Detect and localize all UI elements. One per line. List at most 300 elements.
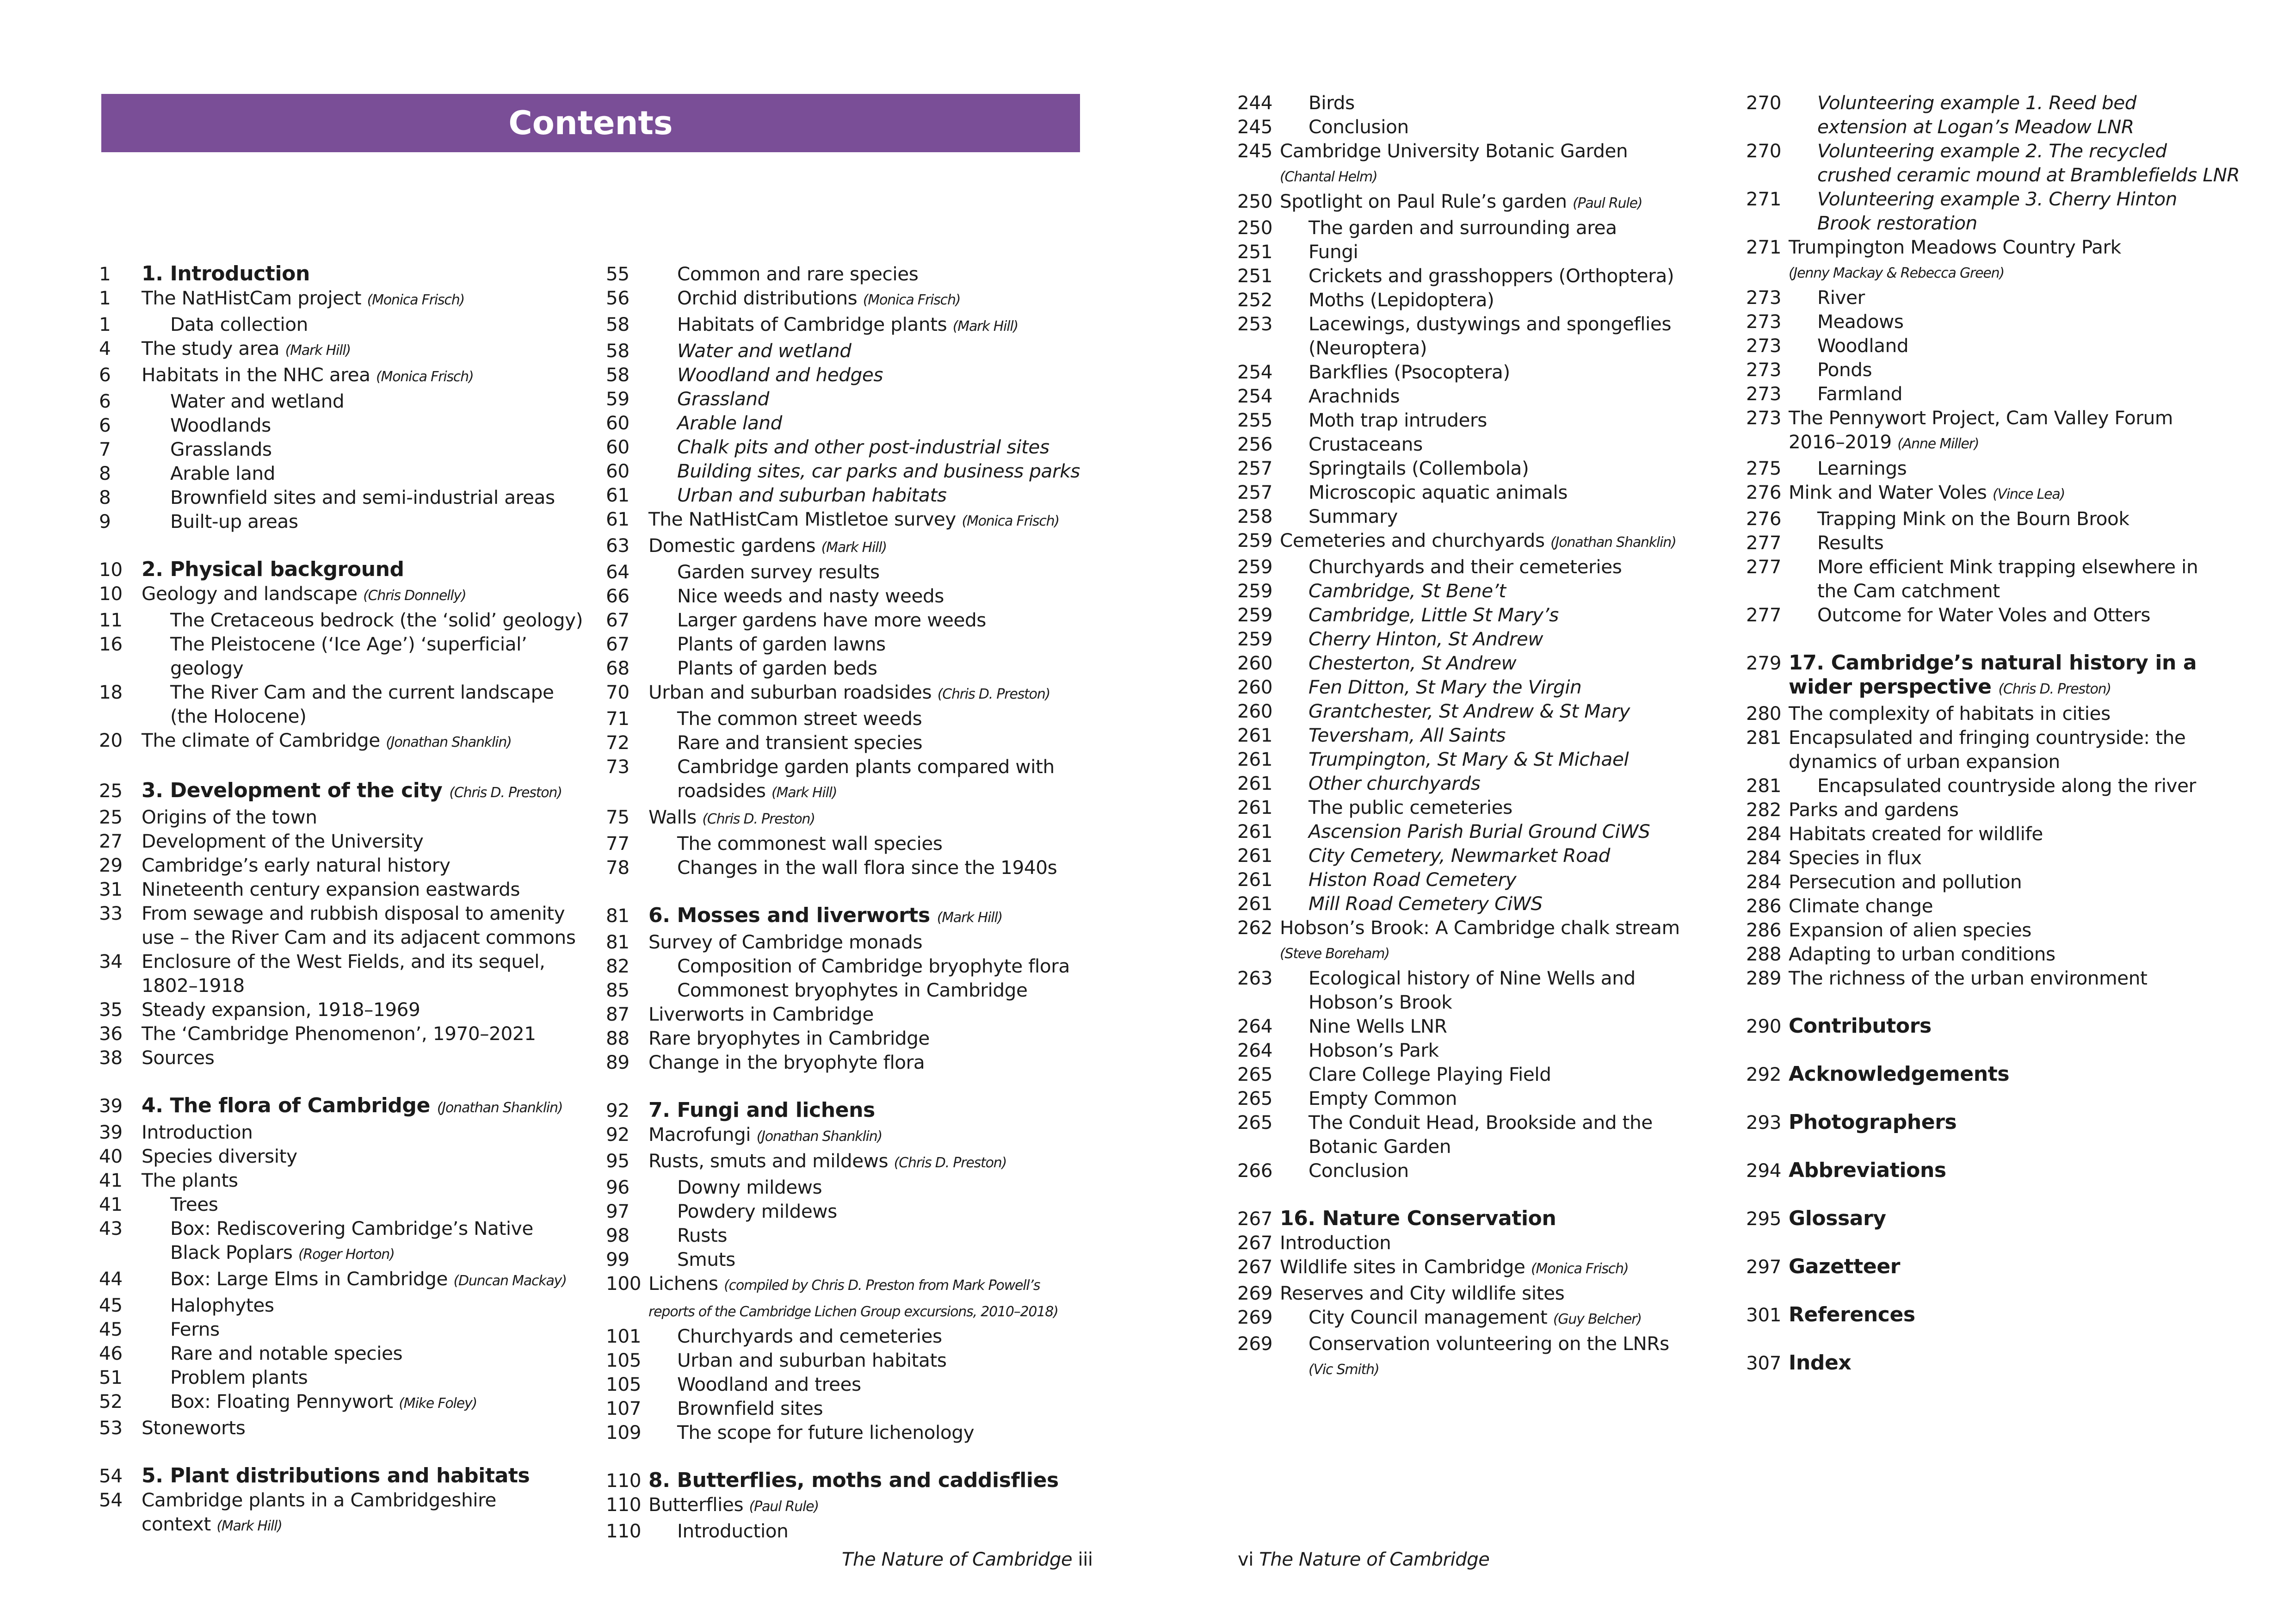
toc-entry-text: Urban and suburban roadsides	[648, 681, 932, 703]
toc-entry	[99, 805, 580, 829]
toc-spacer	[1746, 1327, 2255, 1351]
toc-page-number: 54	[99, 1489, 123, 1511]
toc-entry	[606, 1519, 1105, 1543]
toc-entry-text: Larger gardens have more weeds	[677, 609, 986, 631]
toc-entry-title	[1789, 918, 2255, 942]
toc-author: reports of the Cambridge Lichen Group excursions, 2010–2018)	[648, 1304, 1058, 1320]
toc-entry-title	[648, 1420, 1105, 1444]
toc-entry	[606, 1050, 1105, 1074]
toc-page-number: 64	[606, 561, 630, 583]
toc-entry	[1746, 259, 2255, 285]
toc-entry	[1237, 384, 1728, 408]
toc-author: (Mark Hill)	[937, 910, 1003, 926]
toc-page-number: 259	[1237, 628, 1273, 650]
toc-entry-text: Encapsulated and fringing countryside: the	[1789, 726, 2186, 749]
toc-entry-title	[142, 925, 580, 949]
toc-entry-title	[1789, 603, 2255, 627]
toc-entry	[1237, 916, 1728, 940]
toc-spacer	[1746, 627, 2255, 651]
footer-book-title: The Nature of Cambridge	[1259, 1549, 1490, 1570]
toc-entry-title	[142, 1512, 580, 1538]
toc-entry-text: Conservation volunteering on the LNRs	[1308, 1332, 1669, 1355]
toc-entry	[1746, 507, 2255, 531]
toc-page-number: 95	[606, 1150, 630, 1172]
toc-page-number: 277	[1746, 604, 1782, 626]
toc-entry-title	[1789, 187, 2255, 211]
toc-entry	[1237, 627, 1728, 651]
toc-page-number: 307	[1746, 1352, 1782, 1374]
toc-chapter-heading	[1746, 1158, 2255, 1183]
toc-entry-text: Steady expansion, 1918–1969	[142, 998, 420, 1021]
toc-page-number: 85	[606, 979, 630, 1001]
toc-entry	[99, 389, 580, 413]
toc-entry-title	[648, 507, 1105, 533]
toc-entry-title	[1789, 211, 2255, 235]
toc-entry-text: The garden and surrounding area	[1308, 217, 1617, 239]
toc-page-number: 77	[606, 832, 630, 855]
toc-page-number: 267	[1237, 1208, 1273, 1230]
toc-page-number: 254	[1237, 361, 1273, 383]
toc-entry	[1237, 240, 1728, 264]
toc-entry	[1237, 432, 1728, 456]
toc-entry-text: Hobson’s Brook	[1308, 991, 1452, 1013]
toc-page-number: 99	[606, 1248, 630, 1270]
toc-page-number: 259	[1237, 580, 1273, 602]
toc-entry	[606, 1122, 1105, 1149]
toc-entry	[99, 1022, 580, 1046]
toc-entry-text: Habitats created for wildlife	[1789, 823, 2043, 845]
toc-page-number: 6	[99, 390, 111, 412]
toc-entry-title	[648, 1175, 1105, 1199]
toc-page-number: 34	[99, 950, 123, 973]
toc-entry-title	[1789, 115, 2255, 139]
toc-entry-title	[1280, 240, 1728, 264]
toc-page-number: 252	[1237, 289, 1273, 311]
toc-author: (Chris Donnelly)	[363, 588, 466, 604]
toc-entry	[1746, 235, 2255, 259]
toc-entry-text: Mill Road Cemetery CiWS	[1308, 892, 1543, 915]
toc-entry-text: Histon Road Cemetery	[1308, 868, 1517, 891]
toc-page-number: 92	[606, 1123, 630, 1146]
toc-entry-title	[648, 1002, 1105, 1026]
toc-chapter-heading	[1746, 1303, 2255, 1327]
toc-author: (Chris D. Preston)	[937, 686, 1050, 702]
toc-entry-title	[142, 1120, 580, 1144]
toc-entry	[606, 1348, 1105, 1372]
toc-spacer	[99, 1070, 580, 1094]
toc-entry-text: 7. Fungi and lichens	[648, 1098, 875, 1122]
toc-entry-text: The complexity of habitats in cities	[1789, 702, 2111, 725]
toc-entry	[1237, 163, 1728, 189]
toc-entry-text: Fungi	[1308, 241, 1358, 263]
toc-entry-title	[648, 755, 1105, 779]
toc-entry-text: The ‘Cambridge Phenomenon’, 1970–2021	[142, 1022, 536, 1045]
toc-entry-title	[142, 1365, 580, 1389]
toc-entry	[606, 1493, 1105, 1519]
toc-entry-title	[1789, 310, 2255, 334]
toc-entry-text: Arable land	[677, 412, 782, 434]
toc-entry-text: 6. Mosses and liverworts	[648, 904, 930, 927]
toc-entry-title	[142, 1094, 580, 1120]
toc-entry-title	[1280, 579, 1728, 603]
toc-entry-text: Box: Large Elms in Cambridge	[170, 1268, 448, 1290]
toc-entry	[1237, 843, 1728, 867]
toc-entry-text: Cambridge University Botanic Garden	[1280, 140, 1628, 162]
toc-entry-text: Orchid distributions	[677, 287, 858, 309]
toc-spacer	[1746, 1086, 2255, 1110]
toc-page-number: 273	[1746, 286, 1782, 309]
toc-entry-title	[1280, 1255, 1728, 1281]
toc-entry-text: Results	[1817, 532, 1884, 554]
toc-entry-text: Cemeteries and churchyards	[1280, 529, 1545, 551]
toc-page-number: 269	[1237, 1282, 1273, 1304]
toc-entry	[99, 1267, 580, 1293]
toc-entry-title	[1789, 285, 2255, 310]
toc-spacer	[1746, 1134, 2255, 1158]
toc-entry-text: Volunteering example 2. The recycled	[1817, 140, 2167, 162]
toc-entry	[1746, 334, 2255, 358]
toc-entry	[1746, 750, 2255, 774]
toc-entry-title	[142, 1022, 580, 1046]
toc-entry-title	[142, 286, 580, 312]
toc-entry-text: context	[142, 1513, 211, 1535]
toc-page-number: 257	[1237, 457, 1273, 479]
toc-entry	[99, 1216, 580, 1240]
toc-entry	[606, 779, 1105, 805]
toc-spacer	[1237, 1183, 1728, 1207]
toc-entry	[606, 483, 1105, 507]
toc-page-number: 256	[1237, 433, 1273, 455]
toc-page-number: 73	[606, 756, 630, 778]
toc-entry	[1746, 774, 2255, 798]
toc-entry-title	[648, 779, 1105, 805]
toc-chapter-heading	[1237, 1207, 1728, 1231]
toc-author: (Jenny Mackay & Rebecca Green)	[1789, 265, 2004, 281]
toc-entry-text: Contributors	[1789, 1014, 1932, 1038]
toc-entry-title	[1789, 139, 2255, 163]
toc-page-number: 67	[606, 609, 630, 631]
toc-entry-text: Rare bryophytes in Cambridge	[648, 1027, 930, 1049]
toc-chapter-heading	[1746, 1110, 2255, 1134]
toc-page-number: 10	[99, 558, 123, 581]
toc-page-number: 261	[1237, 772, 1273, 794]
toc-page-number: 251	[1237, 241, 1273, 263]
toc-entry	[1237, 747, 1728, 771]
toc-entry-title	[1789, 507, 2255, 531]
toc-entry	[606, 584, 1105, 608]
toc-entry-text: Butterflies	[648, 1493, 744, 1516]
toc-entry-text: Glossary	[1789, 1207, 1886, 1230]
toc-entry-text: Arable land	[170, 462, 275, 484]
toc-page-number: 279	[1746, 652, 1782, 674]
toc-entry	[1746, 555, 2255, 579]
toc-entry-title	[1280, 189, 1728, 216]
toc-entry-title	[1789, 846, 2255, 870]
toc-entry-text: The richness of the urban environment	[1789, 967, 2148, 989]
toc-page-number: 263	[1237, 967, 1273, 989]
toc-entry-title	[142, 608, 583, 632]
toc-entry-title	[648, 1324, 1105, 1348]
toc-entry-title	[648, 387, 1105, 411]
toc-entry-title	[1789, 480, 2255, 507]
toc-entry	[1237, 1062, 1728, 1086]
toc-entry	[99, 680, 580, 704]
toc-entry	[99, 632, 580, 656]
toc-entry	[1746, 531, 2255, 555]
toc-entry-title	[648, 1122, 1105, 1149]
toc-entry	[1237, 1086, 1728, 1110]
toc-entry-text: Problem plants	[170, 1366, 308, 1388]
toc-entry-title	[1280, 966, 1728, 990]
toc-entry-text: Cambridge, St Bene’t	[1308, 580, 1506, 602]
toc-page-number: 277	[1746, 556, 1782, 578]
toc-entry	[606, 1223, 1105, 1247]
toc-entry	[99, 1144, 580, 1168]
toc-entry	[606, 1396, 1105, 1420]
toc-author: (Guy Belcher)	[1553, 1311, 1642, 1327]
toc-entry-title	[1280, 1134, 1728, 1158]
toc-page-number: 270	[1746, 92, 1782, 114]
toc-entry-text: Brook restoration	[1817, 212, 1977, 234]
toc-page-number: 286	[1746, 919, 1782, 941]
toc-entry-title	[1789, 456, 2255, 480]
toc-chapter-heading	[99, 558, 580, 582]
toc-entry	[99, 437, 580, 461]
toc-entry	[606, 1002, 1105, 1026]
toc-entry-title	[1280, 1086, 1728, 1110]
toc-entry-text: the Cam catchment	[1817, 580, 2000, 602]
toc-entry	[1746, 358, 2255, 382]
toc-entry-text: Trees	[170, 1193, 218, 1215]
toc-entry	[1237, 360, 1728, 384]
toc-author: (Monica Frisch)	[962, 513, 1059, 529]
toc-entry-title	[142, 1464, 580, 1488]
toc-entry-text: Rare and transient species	[677, 731, 923, 754]
toc-entry-text: Enclosure of the West Fields, and its sequel,	[142, 950, 545, 973]
toc-entry-title	[1280, 940, 1728, 966]
toc-page-number: 292	[1746, 1063, 1782, 1085]
toc-entry-title	[1280, 1281, 1728, 1305]
toc-entry	[606, 608, 1105, 632]
toc-entry-title	[1280, 795, 1728, 819]
toc-entry-title	[142, 728, 580, 755]
toc-entry-text: Nice weeds and nasty weeds	[677, 585, 944, 607]
toc-entry-title	[1280, 91, 1728, 115]
toc-entry-title	[1280, 1110, 1728, 1134]
toc-entry-title	[1789, 966, 2255, 990]
toc-page-number: 261	[1237, 724, 1273, 746]
toc-entry-title	[142, 1144, 580, 1168]
toc-entry-title	[142, 1341, 580, 1365]
toc-entry-title	[142, 973, 580, 997]
toc-page-number: 60	[606, 436, 630, 458]
toc-entry	[1746, 406, 2255, 430]
toc-entry-text: Liverworts in Cambridge	[648, 1003, 874, 1025]
toc-entry-text: Cambridge garden plants compared with	[677, 756, 1055, 778]
toc-entry-text: Woodland and hedges	[677, 364, 883, 386]
toc-entry	[1237, 528, 1728, 555]
page-title: Contents	[508, 104, 673, 142]
toc-entry	[606, 560, 1105, 584]
toc-page-number: 109	[606, 1421, 642, 1443]
toc-entry-text: Cambridge’s early natural history	[142, 854, 451, 876]
toc-entry-text: Common and rare species	[677, 263, 919, 285]
toc-page-number: 72	[606, 731, 630, 754]
toc-page-number: 269	[1237, 1332, 1273, 1355]
toc-entry-title	[1280, 288, 1728, 312]
toc-entry-title	[1280, 360, 1728, 384]
toc-entry	[99, 728, 580, 755]
toc-spacer	[99, 1440, 580, 1464]
toc-page-number: 290	[1746, 1015, 1782, 1037]
toc-entry	[606, 1149, 1105, 1175]
toc-page-number: 275	[1746, 457, 1782, 479]
toc-page-number: 281	[1746, 726, 1782, 749]
toc-entry-title	[648, 930, 1105, 954]
toc-entry-text: 2. Physical background	[142, 558, 404, 581]
toc-entry-title	[1789, 358, 2255, 382]
toc-entry-text: Hobson’s Park	[1308, 1039, 1439, 1061]
toc-author: (compiled by Chris D. Preston from Mark Powell’s	[724, 1277, 1040, 1294]
toc-entry-title	[1280, 264, 1728, 288]
toc-entry	[1237, 1305, 1728, 1332]
toc-entry-text: Rusts	[677, 1224, 728, 1246]
toc-page-number: 277	[1746, 532, 1782, 554]
toc-entry-title	[1789, 1158, 2255, 1183]
toc-column-1	[99, 262, 583, 1538]
toc-page-number: 286	[1746, 895, 1782, 917]
toc-entry-title	[648, 1223, 1105, 1247]
toc-entry-text: Other churchyards	[1308, 772, 1481, 794]
toc-entry-text: Brownfield sites	[677, 1397, 823, 1419]
toc-entry-title	[1789, 870, 2255, 894]
footer-page-number: iii	[1078, 1549, 1093, 1570]
toc-entry-text: 3. Development of the city	[142, 779, 443, 802]
toc-entry-text: Index	[1789, 1351, 1852, 1375]
toc-entry-title	[648, 1050, 1105, 1074]
toc-author: (Jonathan Shanklin)	[386, 734, 512, 750]
toc-entry-text: Composition of Cambridge bryophyte flora	[677, 955, 1070, 977]
toc-entry-title	[648, 1271, 1105, 1298]
toc-entry	[1237, 1110, 1728, 1134]
toc-chapter-heading	[606, 904, 1105, 930]
toc-page-number: 262	[1237, 917, 1273, 939]
toc-entry	[1237, 504, 1728, 528]
toc-page-number: 56	[606, 287, 630, 309]
toc-entry-title	[648, 363, 1105, 387]
toc-page-number: 59	[606, 388, 630, 410]
toc-entry-title	[142, 1317, 580, 1341]
toc-entry-title	[648, 1468, 1105, 1493]
toc-author: (Jonathan Shanklin)	[437, 1100, 563, 1116]
toc-page-number: 33	[99, 902, 123, 924]
toc-page-number: 258	[1237, 505, 1273, 527]
toc-entry	[99, 656, 580, 680]
toc-entry	[1237, 139, 1728, 163]
toc-entry-text: Barkflies (Psocoptera)	[1308, 361, 1510, 383]
toc-page-number: 273	[1746, 383, 1782, 405]
toc-page-number: 105	[606, 1373, 642, 1395]
toc-entry	[1746, 822, 2255, 846]
toc-spacer	[99, 533, 580, 558]
toc-entry-text: Farmland	[1817, 383, 1903, 405]
toc-entry-title	[1789, 91, 2255, 115]
toc-entry-title	[142, 853, 580, 877]
toc-page-number: 10	[99, 582, 123, 605]
toc-entry-text: The public cemeteries	[1308, 796, 1512, 818]
toc-page-number: 260	[1237, 676, 1273, 698]
toc-page-number: 284	[1746, 871, 1782, 893]
toc-entry-text: Churchyards and cemeteries	[677, 1325, 942, 1347]
toc-entry-title	[1789, 430, 2255, 456]
toc-entry-title	[648, 483, 1105, 507]
toc-page-number: 245	[1237, 140, 1273, 162]
toc-entry-text: Adapting to urban conditions	[1789, 943, 2055, 965]
toc-entry-text: Stoneworts	[142, 1417, 246, 1439]
toc-entry-text: Species in flux	[1789, 847, 1922, 869]
toc-author: (Chantal Helm)	[1280, 169, 1377, 185]
toc-entry-title	[142, 1267, 580, 1293]
toc-entry-text: Trumpington Meadows Country Park	[1789, 236, 2121, 258]
toc-entry	[1237, 579, 1728, 603]
toc-entry-title	[1280, 384, 1728, 408]
toc-page-number: 269	[1237, 1306, 1273, 1328]
toc-entry-title	[1280, 916, 1728, 940]
toc-entry-text: Lacewings, dustywings and spongeflies	[1308, 313, 1672, 335]
toc-page-number: 55	[606, 263, 630, 285]
toc-entry-text: Grassland	[677, 388, 769, 410]
toc-entry-text: Introduction	[142, 1121, 253, 1143]
toc-entry-text: Teversham, All Saints	[1308, 724, 1506, 746]
toc-entry-title	[1280, 867, 1728, 892]
toc-entry	[1746, 870, 2255, 894]
toc-page-number: 261	[1237, 892, 1273, 915]
toc-entry	[1237, 1014, 1728, 1038]
toc-page-number: 27	[99, 830, 123, 852]
toc-entry	[1746, 285, 2255, 310]
toc-entry	[1746, 701, 2255, 725]
toc-entry	[606, 533, 1105, 560]
toc-entry	[1237, 795, 1728, 819]
toc-page-number: 63	[606, 534, 630, 557]
toc-page-number: 105	[606, 1349, 642, 1371]
toc-spacer	[1746, 1183, 2255, 1207]
toc-entry-text: Nineteenth century expansion eastwards	[142, 878, 520, 900]
toc-entry	[606, 1247, 1105, 1271]
toc-entry	[1237, 819, 1728, 843]
toc-page-number: 60	[606, 412, 630, 434]
toc-page-number: 267	[1237, 1256, 1273, 1278]
toc-entry-title	[142, 656, 580, 680]
toc-page-number: 265	[1237, 1111, 1273, 1134]
toc-spacer	[1746, 1231, 2255, 1255]
toc-entry-text: The River Cam and the current landscape	[170, 681, 554, 703]
toc-entry-title	[1789, 822, 2255, 846]
toc-entry	[606, 363, 1105, 387]
toc-page-number: 81	[606, 931, 630, 953]
toc-entry-title	[142, 485, 580, 509]
toc-entry	[99, 877, 580, 901]
toc-entry-title	[142, 1168, 580, 1192]
footer-right	[1238, 1549, 1490, 1570]
toc-entry	[1237, 892, 1728, 916]
toc-entry-text: roadsides	[677, 780, 766, 802]
toc-entry-text: The Pennywort Project, Cam Valley Forum	[1789, 407, 2173, 429]
toc-entry-text: Plants of garden lawns	[677, 633, 886, 655]
toc-page-number: 289	[1746, 967, 1782, 989]
toc-entry-text: Botanic Garden	[1308, 1135, 1451, 1158]
toc-entry-text: Walls	[648, 806, 697, 828]
